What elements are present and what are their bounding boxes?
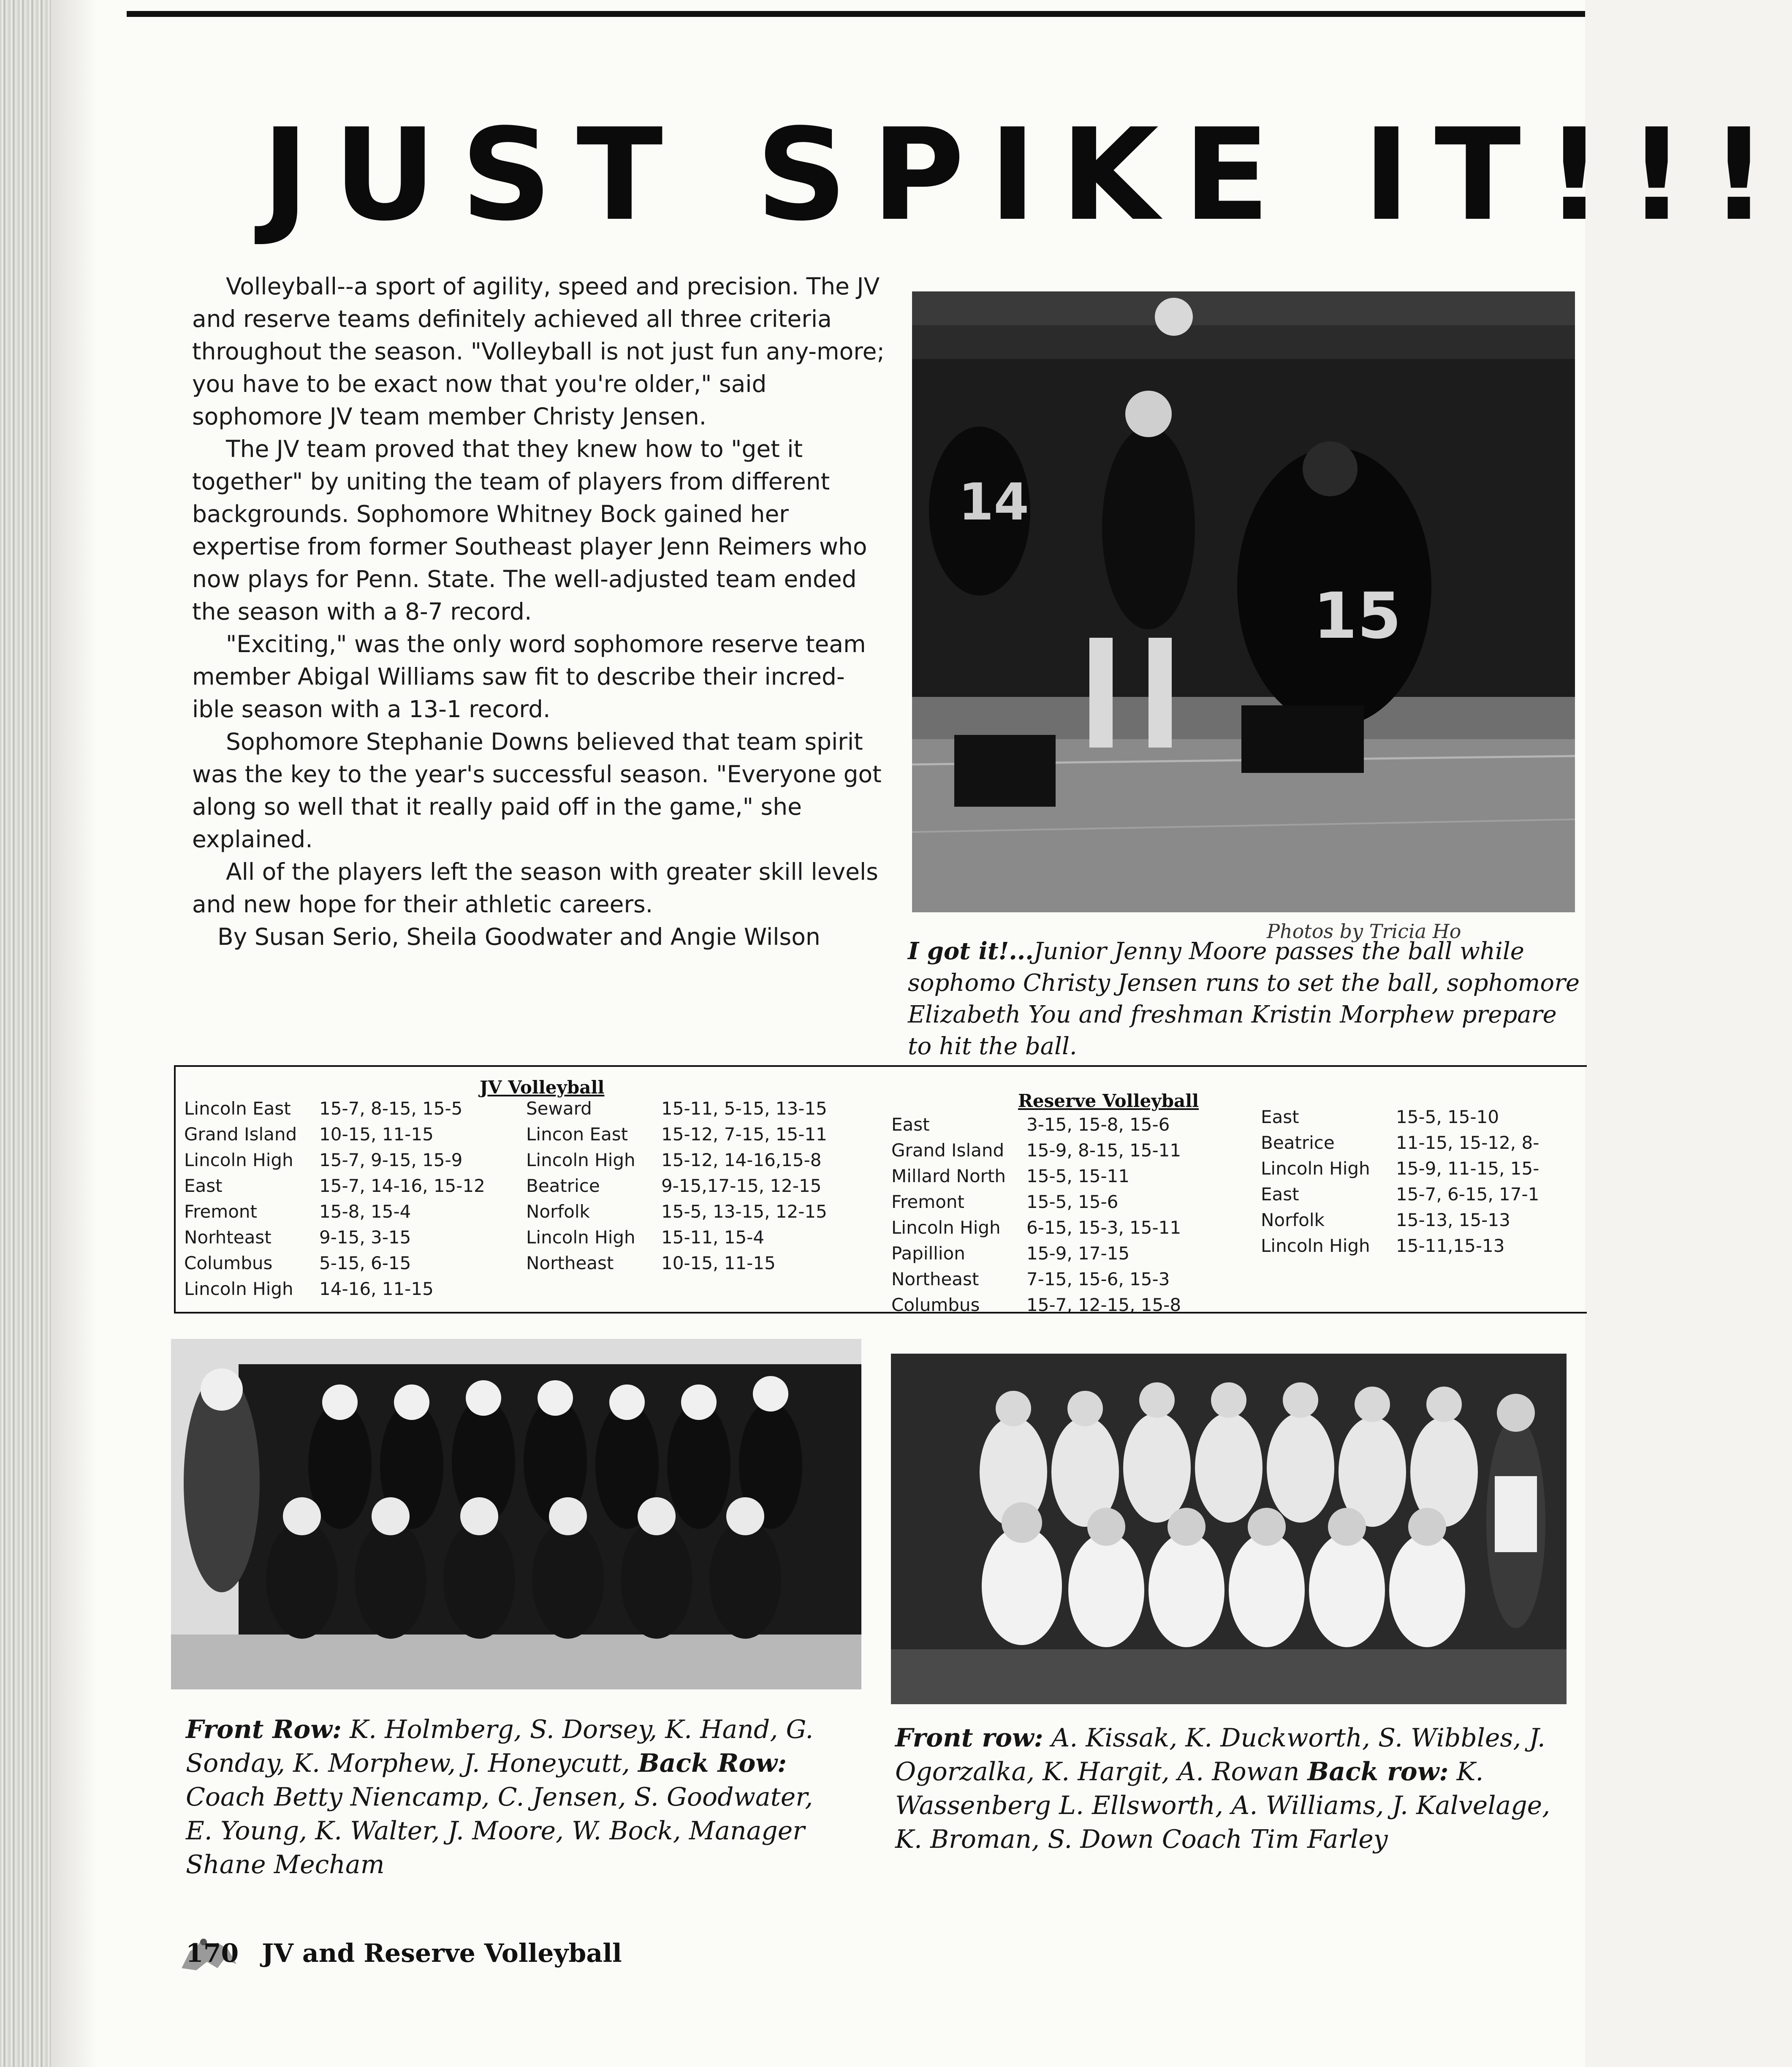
table-row	[1261, 1130, 1539, 1156]
score: 15-9, 8-15, 15-11	[1026, 1140, 1181, 1161]
score: 15-7, 8-15, 15-5	[319, 1098, 463, 1119]
score: 15-12, 7-15, 15-11	[661, 1124, 827, 1145]
opponent: Beatrice	[1261, 1132, 1335, 1153]
table-row	[1261, 1207, 1539, 1233]
reserve-schedule-col2	[1261, 1104, 1539, 1259]
jv-schedule-col1	[184, 1096, 485, 1302]
table-row	[1261, 1156, 1539, 1181]
score: 15-7, 6-15, 17-1	[1396, 1184, 1539, 1205]
jv-schedule-col2	[526, 1096, 827, 1276]
score: 7-15, 15-6, 15-3	[1026, 1269, 1170, 1289]
article-body	[192, 270, 885, 953]
score: 15-9, 17-15	[1026, 1243, 1130, 1264]
table-row	[891, 1137, 1181, 1163]
caption-text: Junior Jenny Moore passes the ball while sophomo Christy Jensen runs to set the ball, sophomore Elizabeth You and freshman Kristin Morphew prepare to hit the ball.	[908, 938, 1580, 1060]
table-row	[526, 1121, 827, 1147]
table-row	[526, 1096, 827, 1121]
table-row	[184, 1096, 485, 1121]
score: 15-8, 15-4	[319, 1201, 411, 1222]
caption-front-label: Front row:	[895, 1723, 1043, 1753]
book-binding	[0, 0, 51, 2067]
table-row	[184, 1250, 485, 1276]
article-paragraph: All of the players left the season with greater skill levels and new hope for their athletic careers.	[192, 858, 878, 918]
page-title: JUST SPIKE IT!!!	[262, 101, 1792, 249]
caption-lead: I got it!...	[908, 937, 1034, 965]
opponent: Lincoln High	[1261, 1158, 1370, 1179]
table-row	[891, 1240, 1181, 1266]
opponent: Seward	[526, 1098, 592, 1119]
table-row	[526, 1147, 827, 1173]
opponent: Northeast	[891, 1269, 979, 1289]
table-row	[891, 1215, 1181, 1240]
reserve-team-photo	[891, 1354, 1567, 1704]
table-row	[891, 1189, 1181, 1215]
table-row	[891, 1163, 1181, 1189]
score: 15-12, 14-16,15-8	[661, 1150, 822, 1170]
score: 15-7, 9-15, 15-9	[319, 1150, 463, 1170]
top-rule	[127, 11, 1585, 17]
action-photo-caption	[908, 936, 1583, 1062]
caption-back-names: Coach Betty Niencamp, C. Jensen, S. Goodwater, E. Young, K. Walter, J. Moore, W. Bock, Manager Shane Mecham	[186, 1782, 813, 1879]
action-photo	[912, 291, 1575, 912]
table-row	[526, 1173, 827, 1199]
jv-team-caption	[186, 1713, 832, 1882]
opponent: East	[1261, 1184, 1299, 1205]
table-row	[184, 1147, 485, 1173]
article-paragraph: The JV team proved that they knew how to "get it together" by uniting the team of players from different backgrounds. Sophomore Whitney Bock gained her expertise from former Southeast player Jenn Reimers who now plays for Penn. State. The well-adjusted team ended the season with a 8-7 record.	[192, 435, 867, 625]
reserve-schedule-col1	[891, 1112, 1181, 1318]
caption-back-label: Back Row:	[638, 1749, 787, 1778]
reserve-schedule-title: Reserve Volleyball	[1018, 1091, 1199, 1111]
table-row	[184, 1276, 485, 1302]
score: 15-7, 12-15, 15-8	[1026, 1295, 1181, 1315]
opponent: Norfolk	[1261, 1210, 1325, 1230]
score: 6-15, 15-3, 15-11	[1026, 1217, 1181, 1238]
opponent: Columbus	[891, 1295, 980, 1315]
score: 15-7, 14-16, 15-12	[319, 1175, 485, 1196]
opponent: Papillion	[891, 1243, 965, 1264]
table-row	[526, 1199, 827, 1224]
reserve-team-caption	[895, 1721, 1579, 1856]
table-row	[891, 1292, 1181, 1318]
article-paragraph: Volleyball--a sport of agility, speed and precision. The JV and reserve teams definitely achieved all three criteria throughout the season. "Volleyball is not just fun any-more; you have to be exact now that you're older," said sophomore JV team member Christy Jensen.	[192, 273, 885, 430]
opponent: Fremont	[184, 1201, 257, 1222]
score: 14-16, 11-15	[319, 1278, 434, 1299]
table-row	[891, 1266, 1181, 1292]
score: 15-5, 15-10	[1396, 1107, 1499, 1127]
score: 5-15, 6-15	[319, 1253, 411, 1273]
article-paragraph: "Exciting," was the only word sophomore reserve team member Abigal Williams saw fit to describe their incred-ible season with a 13-1 record.	[192, 631, 866, 723]
reserve-team-photo-image	[891, 1354, 1567, 1704]
score: 15-5, 15-11	[1026, 1166, 1130, 1186]
caption-front-label: Front Row:	[186, 1715, 342, 1744]
table-row	[184, 1121, 485, 1147]
opponent: Fremont	[891, 1191, 964, 1212]
opponent: Lincoln High	[526, 1150, 635, 1170]
jv-team-photo	[171, 1339, 861, 1689]
jv-team-photo-image	[171, 1339, 861, 1689]
opponent: Grand Island	[891, 1140, 1005, 1161]
table-row	[526, 1224, 827, 1250]
opponent: Lincoln High	[184, 1150, 293, 1170]
table-row	[184, 1173, 485, 1199]
score: 15-5, 15-6	[1026, 1191, 1119, 1212]
opponent: East	[891, 1114, 930, 1135]
section-title: JV and Reserve Volleyball	[262, 1939, 622, 1968]
caption-front-names: K. Holmberg, S. Dorsey, K. Hand, G. Sonday, K. Morphew, J. Honeycutt,	[186, 1715, 814, 1778]
opponent: Lincoln East	[184, 1098, 291, 1119]
photo-credit: Photos by Tricia Ho	[1267, 920, 1461, 943]
table-row	[1261, 1181, 1539, 1207]
caption-back-label: Back row:	[1307, 1757, 1449, 1787]
opponent: Lincon East	[526, 1124, 628, 1145]
table-row	[1261, 1233, 1539, 1259]
byline: By Susan Serio, Sheila Goodwater and Angie Wilson	[217, 923, 820, 950]
jersey-number-14: 14	[958, 473, 1029, 532]
jersey-number-15: 15	[1313, 579, 1401, 653]
binding-shadow	[51, 0, 97, 2067]
score: 15-11,15-13	[1396, 1235, 1505, 1256]
opponent: Columbus	[184, 1253, 273, 1273]
opponent: Norhteast	[184, 1227, 272, 1248]
opponent: Lincoln High	[526, 1227, 635, 1248]
opponent: Lincoln High	[1261, 1235, 1370, 1256]
schedule-box	[174, 1065, 1587, 1314]
opponent: Lincoln High	[891, 1217, 1001, 1238]
caption-back-names: K. Wassenberg L. Ellsworth, A. Williams, J. Kalvelage, K. Broman, S. Down Coach Tim Farley	[895, 1757, 1550, 1854]
score: 15-13, 15-13	[1396, 1210, 1510, 1230]
table-row	[184, 1199, 485, 1224]
score: 10-15, 11-15	[319, 1124, 434, 1145]
table-row	[526, 1250, 827, 1276]
score: 15-11, 15-4	[661, 1227, 765, 1248]
table-row	[184, 1224, 485, 1250]
score: 9-15,17-15, 12-15	[661, 1175, 822, 1196]
opponent: Lincoln High	[184, 1278, 293, 1299]
page-footer	[177, 1934, 622, 1972]
score: 11-15, 15-12, 8-	[1396, 1132, 1539, 1153]
score: 3-15, 15-8, 15-6	[1026, 1114, 1170, 1135]
score: 10-15, 11-15	[661, 1253, 776, 1273]
table-row	[1261, 1104, 1539, 1130]
opponent: Northeast	[526, 1253, 614, 1273]
opponent: Millard North	[891, 1166, 1006, 1186]
score: 9-15, 3-15	[319, 1227, 411, 1248]
table-row	[891, 1112, 1181, 1137]
score: 15-9, 11-15, 15-	[1396, 1158, 1539, 1179]
opponent: Beatrice	[526, 1175, 600, 1196]
caption-front-names: A. Kissak, K. Duckworth, S. Wibbles, J. Ogorzalka, K. Hargit, A. Rowan	[895, 1723, 1545, 1787]
jv-schedule-title: JV Volleyball	[480, 1077, 605, 1098]
action-photo-image	[912, 291, 1575, 912]
opponent: Norfolk	[526, 1201, 590, 1222]
opponent: East	[184, 1175, 223, 1196]
article-paragraph: Sophomore Stephanie Downs believed that team spirit was the key to the year's successful season. "Everyone got along so well that it really paid off in the game," she explained.	[192, 728, 882, 853]
score: 15-5, 13-15, 12-15	[661, 1201, 827, 1222]
page-number: 170	[186, 1939, 239, 1968]
opponent: East	[1261, 1107, 1299, 1127]
opponent: Grand Island	[184, 1124, 297, 1145]
score: 15-11, 5-15, 13-15	[661, 1098, 827, 1119]
